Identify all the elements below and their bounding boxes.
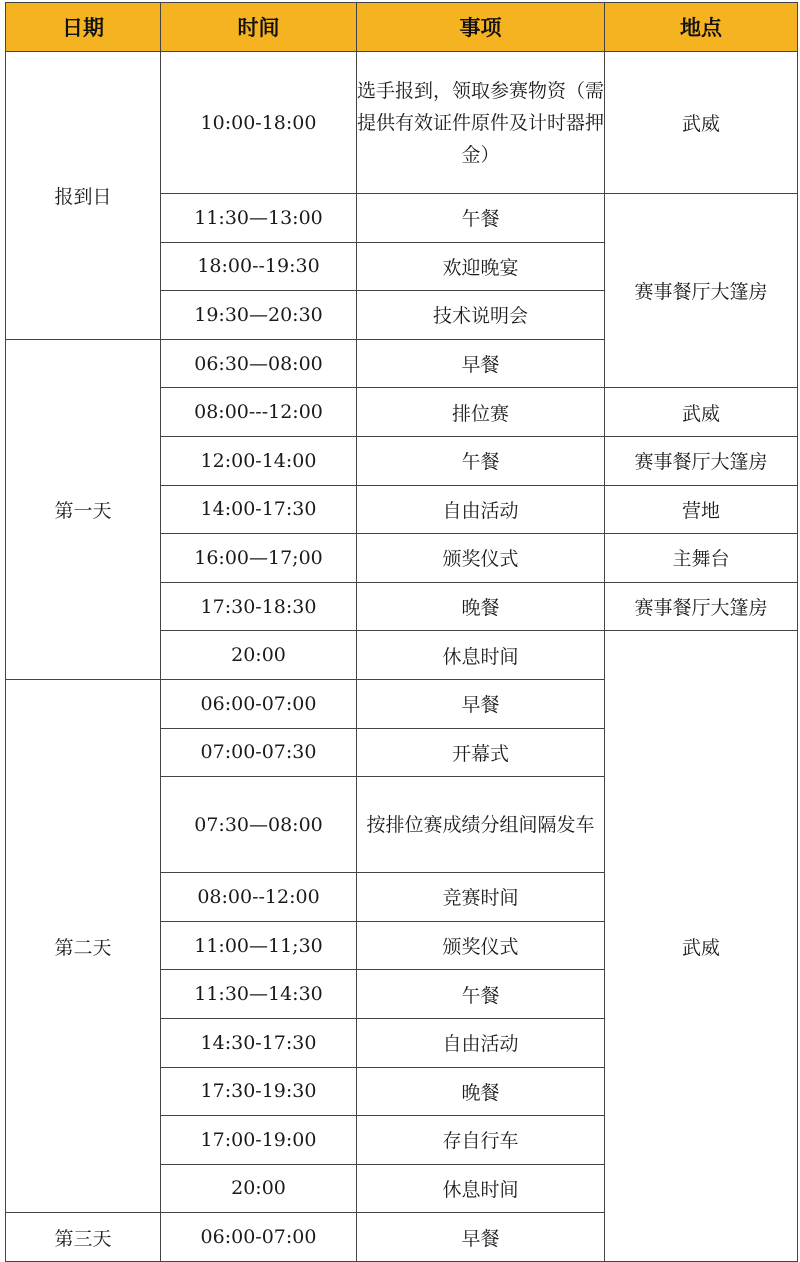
event-cell: 午餐: [357, 436, 605, 485]
schedule-table: [5, 2, 798, 1262]
event-cell: 按排位赛成绩分组间隔发车: [357, 777, 605, 873]
day-cell-checkin: 报到日: [6, 52, 161, 340]
place-cell: 赛事餐厅大篷房: [605, 194, 798, 388]
event-cell: 存自行车: [357, 1116, 605, 1165]
header-row: [6, 3, 798, 52]
day-cell-day3: 第三天: [6, 1213, 161, 1262]
day-cell-day1: 第一天: [6, 339, 161, 679]
time-cell: 06:00-07:00: [161, 1213, 357, 1262]
place-cell: 武威: [605, 388, 798, 437]
event-cell: 午餐: [357, 194, 605, 243]
time-cell: 10:00-18:00: [161, 52, 357, 194]
place-cell: 赛事餐厅大篷房: [605, 582, 798, 631]
table-row: [6, 52, 798, 194]
time-cell: 18:00--19:30: [161, 242, 357, 291]
event-cell: 自由活动: [357, 1018, 605, 1067]
event-cell: 午餐: [357, 970, 605, 1019]
time-cell: 12:00-14:00: [161, 436, 357, 485]
time-cell: 07:30—08:00: [161, 777, 357, 873]
time-cell: 06:00-07:00: [161, 679, 357, 728]
event-cell: 自由活动: [357, 485, 605, 534]
event-cell: 早餐: [357, 339, 605, 388]
day-cell-day2: 第二天: [6, 679, 161, 1212]
event-cell: 早餐: [357, 679, 605, 728]
time-cell: 16:00—17;00: [161, 534, 357, 583]
place-cell: 主舞台: [605, 534, 798, 583]
event-cell: 颁奖仪式: [357, 534, 605, 583]
event-cell: 竞赛时间: [357, 873, 605, 922]
event-cell: 休息时间: [357, 631, 605, 680]
place-cell: 营地: [605, 485, 798, 534]
header-event: 事项: [357, 3, 605, 52]
event-cell: 晚餐: [357, 582, 605, 631]
time-cell: 08:00---12:00: [161, 388, 357, 437]
time-cell: 17:30-19:30: [161, 1067, 357, 1116]
event-cell: 排位赛: [357, 388, 605, 437]
event-cell: 欢迎晚宴: [357, 242, 605, 291]
time-cell: 17:00-19:00: [161, 1116, 357, 1165]
event-cell: 休息时间: [357, 1164, 605, 1213]
place-cell: 武威: [605, 631, 798, 1262]
header-time: 时间: [161, 3, 357, 52]
time-cell: 20:00: [161, 1164, 357, 1213]
time-cell: 07:00-07:30: [161, 728, 357, 777]
event-cell: 颁奖仪式: [357, 921, 605, 970]
time-cell: 11:00—11;30: [161, 921, 357, 970]
event-cell: 晚餐: [357, 1067, 605, 1116]
time-cell: 11:30—14:30: [161, 970, 357, 1019]
event-cell: 开幕式: [357, 728, 605, 777]
event-cell: 早餐: [357, 1213, 605, 1262]
time-cell: 11:30—13:00: [161, 194, 357, 243]
time-cell: 08:00--12:00: [161, 873, 357, 922]
event-cell: 选手报到，领取参赛物资（需提供有效证件原件及计时器押金）: [357, 52, 605, 194]
time-cell: 19:30—20:30: [161, 291, 357, 340]
header-date: 日期: [6, 3, 161, 52]
place-cell: 赛事餐厅大篷房: [605, 436, 798, 485]
time-cell: 06:30—08:00: [161, 339, 357, 388]
header-place: 地点: [605, 3, 798, 52]
event-cell: 技术说明会: [357, 291, 605, 340]
place-cell: 武威: [605, 52, 798, 194]
time-cell: 17:30-18:30: [161, 582, 357, 631]
time-cell: 20:00: [161, 631, 357, 680]
time-cell: 14:30-17:30: [161, 1018, 357, 1067]
time-cell: 14:00-17:30: [161, 485, 357, 534]
